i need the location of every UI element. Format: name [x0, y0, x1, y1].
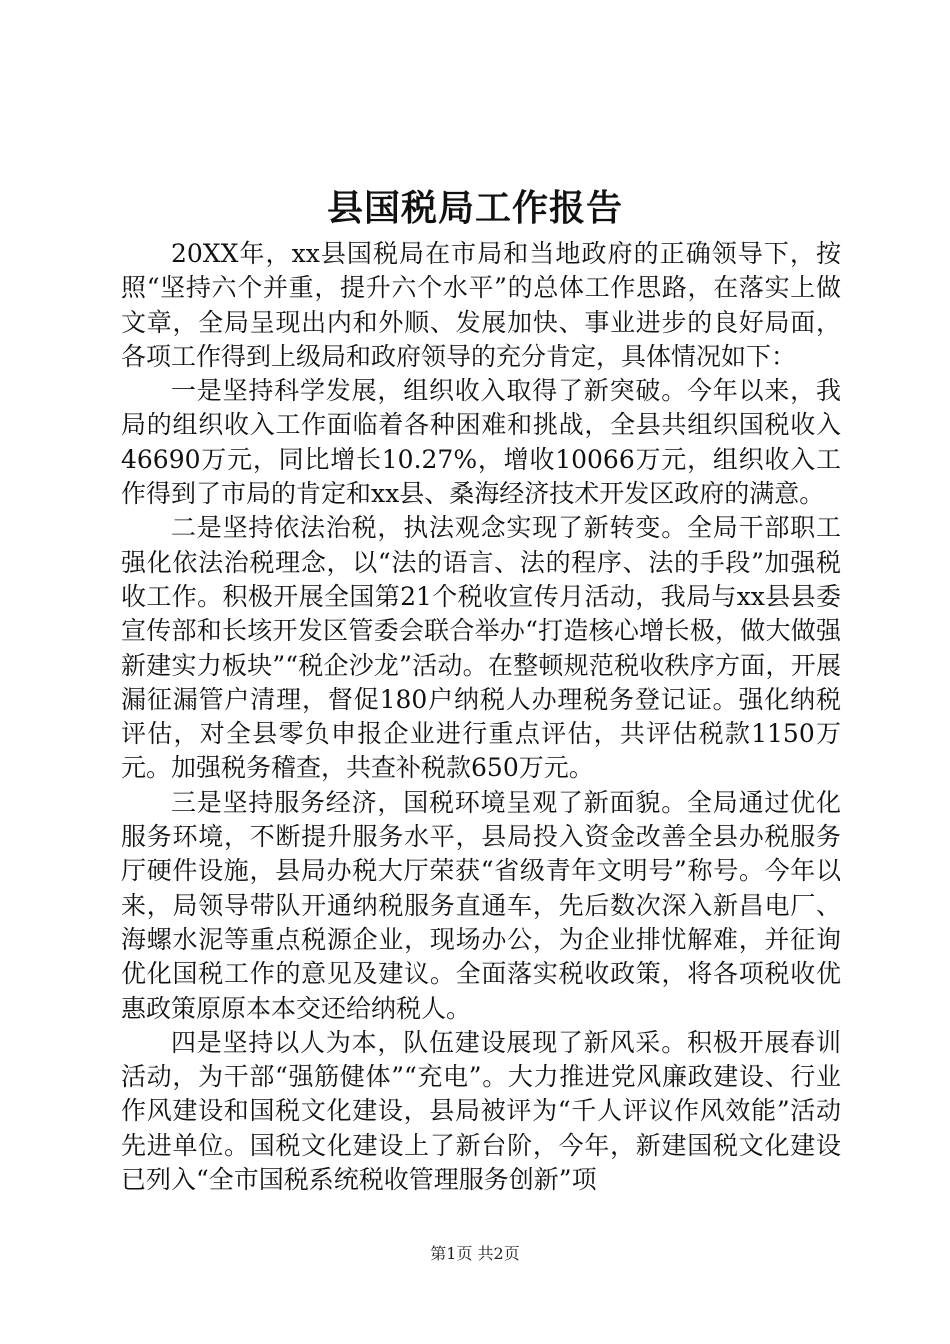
page-footer: 第1页 共2页 [430, 1244, 520, 1263]
document-body [121, 237, 841, 1197]
paragraph-intro: 20XX年，xx县国税局在市局和当地政府的正确领导下，按照“坚持六个并重，提升六个水平”的总体工作思路，在落实上做文章，全局呈现出内和外顺、发展加快、事业进步的良好局面，各项工作得到上级局和政府领导的充分肯定，具体情况如下： [121, 239, 841, 371]
document-title: 县国税局工作报告 [326, 187, 623, 229]
paragraph-team: 四是坚持以人为本，队伍建设展现了新风采。积极开展春训活动，为干部“强筋健体”“充电”。大力推进党风廉政建设、行业作风建设和国税文化建设，县局被评为“千人评议作风效能”活动先进单位。国税文化建设上了新台阶，今年，新建国税文化建设已列入“全市国税系统税收管理服务创新”项 [121, 1027, 841, 1195]
paragraph-service: 三是坚持服务经济，国税环境呈观了新面貌。全局通过优化服务环境，不断提升服务水平，县局投入资金改善全县办税服务厅硬件设施，县局办税大厅荣获“省级青年文明号”称号。今年以来，局领导带队开通纳税服务直通车，先后数次深入新昌电厂、海螺水泥等重点税源企业，现场办公，为企业排忧解难，并征询优化国税工作的意见及建议。全面落实税收政策，将各项税收优惠政策原原本本交还给纳税人。 [121, 787, 841, 1023]
paragraph-law: 二是坚持依法治税，执法观念实现了新转变。全局干部职工强化依法治税理念，以“法的语言、法的程序、法的手段”加强税收工作。积极开展全国第21个税收宣传月活动，我局与xx县县委宣传部和长垓开发区管委会联合举办“打造核心增长极，做大做强新建实力板块”“税企沙龙”活动。在整顿规范税收秩序方面，开展漏征漏管户清理，督促180户纳税人办理税务登记证。强化纳税评估，对全县零负申报企业进行重点评估，共评估税款1150万元。加强税务稽查，共查补税款650万元。 [121, 513, 841, 783]
paragraph-revenue: 一是坚持科学发展，组织收入取得了新突破。今年以来，我局的组织收入工作面临着各种困难和挑战，全县共组织国税收入46690万元，同比增长10.27%，增收10066万元，组织收入工作得到了市局的肯定和xx县、桑海经济技术开发区政府的满意。 [121, 376, 841, 509]
